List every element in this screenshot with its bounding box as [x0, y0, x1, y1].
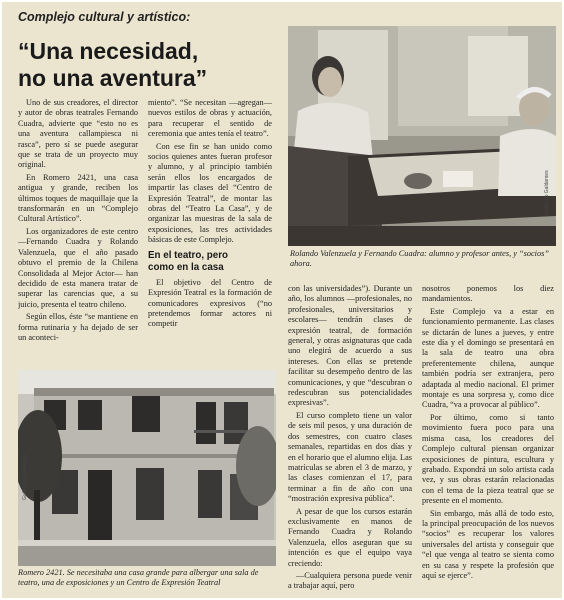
paragraph: Este Complejo va a estar en funcionamiento permanente. Las clases se dictarán de lunes a jueves, y entre este día y el domingo se presentará en la sala de teatro una obra preferentemente chilena, aunque también podría ser extranjera, pero adaptada al medio nacional. El primer montaje es una sorpresa y, como dice Cuadra, “va a provocar al público”.: [422, 306, 554, 410]
newspaper-page: [2, 2, 562, 598]
article-column-2: [148, 98, 272, 368]
paragraph: nosotros ponemos los diez mandamientos.: [422, 284, 554, 304]
paragraph: El objetivo del Centro de Expresión Teatral es la formación de comunicadores expresivos (“no pretendemos formar actores ni competir: [148, 277, 272, 329]
paragraph: Sin embargo, más allá de todo esto, la principal preocupación de los nuevos “socios” es recuperar los valores universales del artista y conseguir que “el que venga al teatro se sienta como en su casa y respete la profesión que aquí se ejerce”.: [422, 508, 554, 580]
photo-house-caption: Romero 2421. Se necesitaba una casa grande para albergar una sala de teatro, una de exposiciones y un Centro de Expresión Teatral: [18, 568, 259, 588]
article-column-1: [18, 98, 138, 368]
photo-interview: [288, 26, 556, 246]
paragraph: A pesar de que los cursos estarán exclusivamente en manos de Fernando Cuadra y Rolando Valenzuela, ellos aseguran que su intención es que el equipo vaya creciendo:: [288, 506, 412, 568]
photo-house-image: [18, 370, 276, 566]
paragraph: En Romero 2421, una casa antigua y grande, reciben los últimos toques de maquillaje que la transformarán en un “Complejo Cultural Artístico”.: [18, 172, 138, 224]
headline-line-1: “Una necesidad,: [18, 38, 199, 64]
paragraph: miento”. “Se necesitan —agregan— nuevos estilos de obras y actuación, para recuperar el sentido de ceremonia que antes tenía el teatro”.: [148, 98, 272, 139]
paragraph: El curso completo tiene un valor de seis mil pesos, y una duración de dos semestres, con cuatro clases semanales, repartidas en dos días y en el horario que el alumno elija. Las matrículas se abren el 3 de marzo, y las clases comienzan el 17, para terminar a fin de año con una “mostración expresiva pública”.: [288, 410, 412, 504]
paragraph: Por último, como si tanto movimiento fuera poco para una misma casa, los creadores del Complejo cultural piensan organizar exposiciones de pintura, escultura y grabado. Expondrá un solo artista cada vez, y sus obras estarán relacionadas con el tema de la pieza teatral que se presente en el momento.: [422, 412, 554, 506]
paragraph: Uno de sus creadores, el director y autor de obras teatrales Fernando Cuadra, advierte que “esto no es una aventura callampiesca ni rasca”, pero sí se puede asegurar que se trata de un proyecto muy original.: [18, 98, 138, 170]
photo-credit: Guillermo Galdames: [22, 454, 28, 500]
subhead-line-2: como en la casa: [148, 261, 224, 273]
headline: [18, 38, 288, 92]
photo-interview-image: [288, 26, 556, 246]
paragraph: —Cualquiera persona puede venir a trabajar aquí, pero: [288, 570, 412, 591]
section-subhead: [148, 250, 272, 274]
subhead-line-1: En el teatro, pero: [148, 249, 229, 261]
paragraph: Los organizadores de este centro —Fernando Cuadra y Rolando Valenzuela, que el año pasado obtuvo el premio de la Chilena Consolidada al Mejor Actor— han decidido de esta manera tratar de superar las carencias que, a su juicio, presenta el teatro chileno.: [18, 226, 138, 309]
kicker: Complejo cultural y artístico:: [18, 10, 191, 24]
article-column-3: [288, 284, 412, 596]
article-column-4: [422, 284, 554, 596]
paragraph: con las universidades”). Durante un año, los alumnos —profesionales, no profesionales, universitarios y escolares— tendrán clases de expresión teatral, de formación general, y otras asignaturas que cada uno elegirá de acuerdo a sus intereses. Con ellas se pretende facilitar su desempeño dentro de las comunicaciones, y que “descubran o redescubran sus potencialidades expresivas”.: [288, 284, 412, 408]
headline-line-2: no una aventura”: [18, 65, 208, 91]
photo-credit: Guillermo Galdames: [544, 170, 550, 216]
paragraph: Con ese fin se han unido como socios quienes antes fueran profesor y alumno, y al principio también serán ellos los encargados de impartir las clases del “Centro de Expresión Teatral”, de montar las obras del “Teatro La Casa”, y de organizar las muestras de la sala de exposiciones, las tres actividades básicas de este Complejo.: [148, 141, 272, 245]
photo-house: [18, 370, 276, 566]
photo-interview-caption: Rolando Valenzuela y Fernando Cuadra: alumno y profesor antes, y “socios” ahora.: [290, 249, 549, 269]
paragraph: Según ellos, éste “se mantiene en forma rutinaria y ha dejado de ser un aconteci-: [18, 312, 138, 342]
